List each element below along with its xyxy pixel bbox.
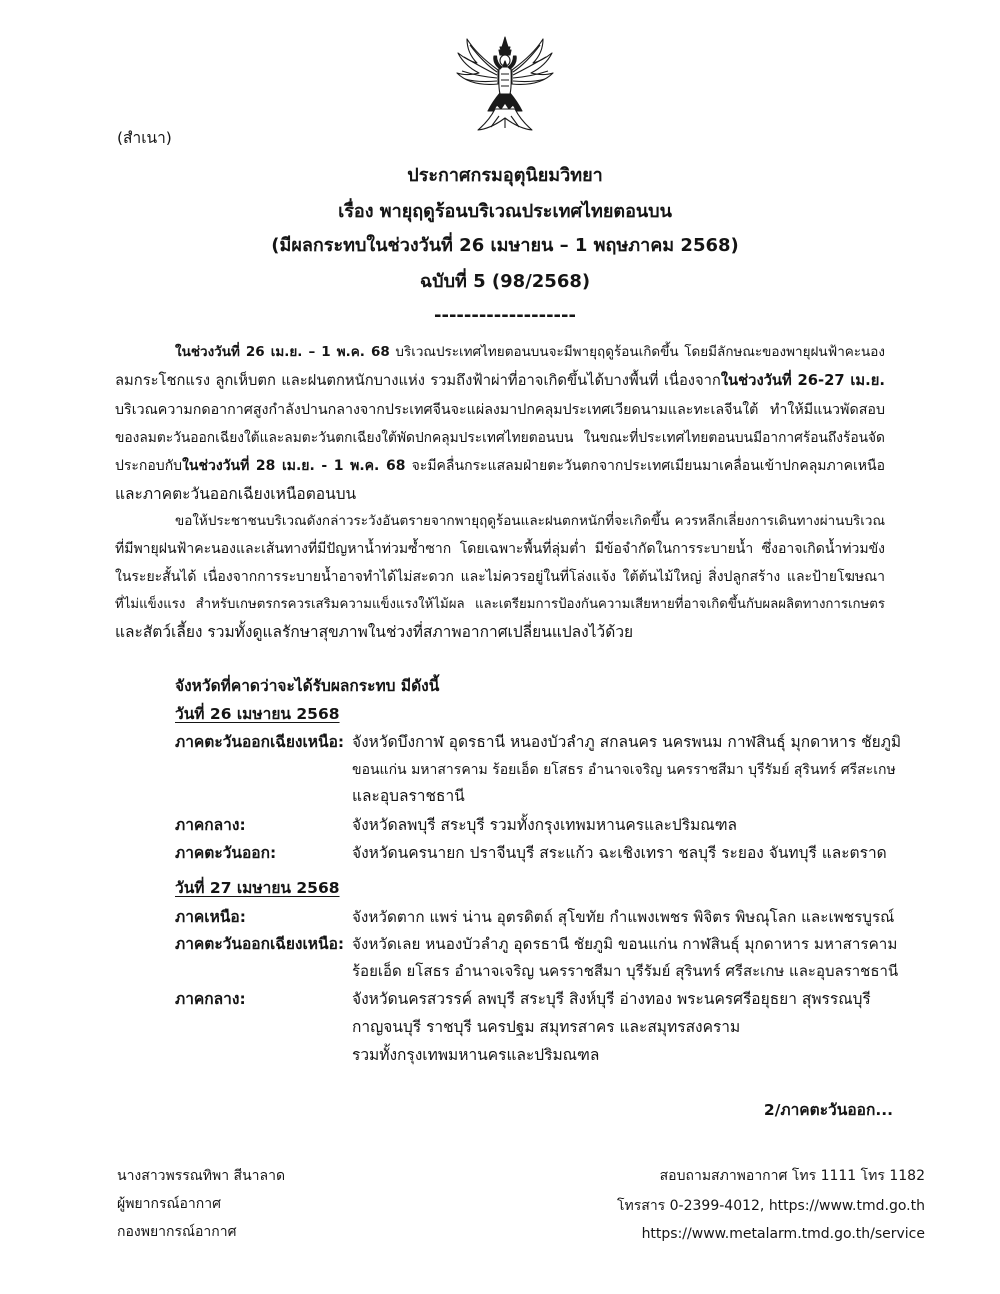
garuda-emblem-icon [455,36,555,132]
paragraph-line [115,481,885,507]
province-list-line: ขอนแก่น มหาสารคาม ร้อยเอ็ด ยโสธร อำนาจเจริญ นครราชสีมา บุรีรัมย์ สุรินทร์ ศรีสะเกษ [352,762,896,778]
date-heading: วันที่ 26 เมษายน 2568 [175,705,340,723]
body-text: และภาคตะวันออกเฉียงเหนือตอนบน [115,485,357,503]
announcement-period: (มีผลกระทบในช่วงวันที่ 26 เมษายน – 1 พฤษภาคม 2568) [271,235,739,256]
announcement-title: ประกาศกรมอุตุนิยมวิทยา [407,165,603,186]
province-list-line: จังหวัดนครสวรรค์ ลพบุรี สระบุรี สิงห์บุรี อ่างทอง พระนครศรีอยุธยา สุพรรณบุรี [352,990,871,1008]
region-label: ภาคตะวันออกเฉียงเหนือ: [175,733,345,751]
province-list-line: จังหวัดตาก แพร่ น่าน อุตรดิตถ์ สุโขทัย กำแพงเพชร พิจิตร พิษณุโลก และเพชรบูรณ์ [352,908,895,926]
body-text: จะมีคลื่นกระแสลมฝ่ายตะวันตกจากประเทศเมียนมาเคลื่อนเข้าปกคลุมภาคเหนือ [405,458,885,474]
body-text: ลมกระโชกแรง ลูกเห็บตก และฝนตกหนักบางแห่ง รวมถึงฟ้าผ่าที่อาจเกิดขึ้นได้บางพื้นที่ เนื่องจาก [115,372,721,389]
forecaster-division: กองพยากรณ์อากาศ [117,1224,237,1240]
province-list-line: รวมทั้งกรุงเทพมหานครและปริมณฑล [352,1046,600,1064]
paragraph-line: ที่ไม่แข็งแรง สำหรับเกษตรกรควรเสริมความแข็งแรงให้ไม้ผล และเตรียมการป้องกันความเสียหายที่อาจเกิดขึ้นกับผลผลิตทางการเกษตร [115,597,885,612]
contact-fax-website: โทรสาร 0-2399-4012, https://www.tmd.go.th [617,1198,925,1214]
region-label: ภาคตะวันออก: [175,844,277,862]
paragraph-line: และสัตว์เลี้ยง รวมทั้งดูแลรักษาสุขภาพในช่วงที่สภาพอากาศเปลี่ยนแปลงไว้ด้วย [115,623,634,641]
bold-text: ในช่วงวันที่ 26-27 เม.ย. [720,372,885,389]
paragraph-line: ขอให้ประชาชนบริเวณดังกล่าวระวังอันตรายจากพายุฤดูร้อนและฝนตกหนักที่จะเกิดขึ้น ควรหลีกเลี่ยงการเดินทางผ่านบริเวณ [175,513,885,529]
region-label: ภาคเหนือ: [175,908,246,926]
copy-mark: (สำเนา) [117,129,172,147]
continuation-marker: 2/ภาคตะวันออก... [763,1101,893,1119]
body-text: ของลมตะวันออกเฉียงใต้และลมตะวันตกเฉียงใต้พัดปกคลุมประเทศไทยตอนบน ในขณะที่ประเทศไทยตอนบนมีอากาศร้อนถึงร้อนจัด [115,430,885,446]
region-label: ภาคกลาง: [175,816,246,834]
region-label: ภาคกลาง: [175,990,246,1008]
paragraph-line [115,425,885,451]
province-list-line: จังหวัดบึงกาฬ อุดรธานี หนองบัวลำภู สกลนคร นครพนม กาฬสินธุ์ มุกดาหาร ชัยภูมิ [352,733,902,751]
paragraph-line: ที่มีพายุฝนฟ้าคะนองและเส้นทางที่มีปัญหาน้ำท่วมซ้ำซาก โดยเฉพาะพื้นที่ลุ่มต่ำ มีข้อจำกัดในการระบายน้ำ ซึ่งอาจเกิดน้ำท่วมขัง [115,541,885,557]
province-list-line: กาญจนบุรี ราชบุรี นครปฐม สมุทรสาคร และสมุทรสงคราม [352,1018,741,1036]
paragraph-line [175,339,885,365]
province-list-line: ร้อยเอ็ด ยโสธร อำนาจเจริญ นครราชสีมา บุรีรัมย์ สุรินทร์ ศรีสะเกษ และอุบลราชธานี [352,962,899,980]
forecaster-position: ผู้พยากรณ์อากาศ [117,1196,221,1212]
announcement-issue: ฉบับที่ 5 (98/2568) [419,271,591,292]
body-text: บริเวณความกดอากาศสูงกำลังปานกลางจากประเทศจีนจะแผ่ลงมาปกคลุมประเทศเวียดนามและทะเลจีนใต้ ทำให้มีแนวพัดสอบ [115,402,885,418]
province-list-line: จังหวัดเลย หนองบัวลำภู อุดรธานี ชัยภูมิ ขอนแก่น กาฬสินธุ์ มุกดาหาร มหาสารคาม [352,935,898,953]
region-label: ภาคตะวันออกเฉียงเหนือ: [175,935,345,953]
paragraph-line [115,368,885,394]
date-heading: วันที่ 27 เมษายน 2568 [175,879,340,897]
bold-text: ในช่วงวันที่ 26 เม.ย. – 1 พ.ค. 68 [175,344,390,360]
province-list-line: และอุบลราชธานี [352,787,465,805]
province-list-line: จังหวัดนครนายก ปราจีนบุรี สระแก้ว ฉะเชิงเทรา ชลบุรี ระยอง จันทบุรี และตราด [352,844,887,862]
paragraph-line [115,453,885,479]
announcement-subject: เรื่อง พายุฤดูร้อนบริเวณประเทศไทยตอนบน [338,201,672,222]
body-text: บริเวณประเทศไทยตอนบนจะมีพายุฤดูร้อนเกิดขึ้น โดยมีลักษณะของพายุฝนฟ้าคะนอง [389,344,885,360]
body-text: ประกอบกับ [115,458,183,474]
affected-heading: จังหวัดที่คาดว่าจะได้รับผลกระทบ มีดังนี้ [175,677,440,695]
title-separator: ------------------- [434,305,576,326]
bold-text: ในช่วงวันที่ 28 เม.ย. - 1 พ.ค. 68 [182,458,406,474]
paragraph-line: ในระยะสั้นได้ เนื่องจากการระบายน้ำอาจทำได้ไม่สะดวก และไม่ควรอยู่ในที่โล่งแจ้ง ใต้ต้นไม้ใหญ่ สิ่งปลูกสร้าง และป้ายโฆษณา [115,569,885,585]
contact-service-url: https://www.metalarm.tmd.go.th/service [641,1226,925,1242]
province-list-line: จังหวัดลพบุรี สระบุรี รวมทั้งกรุงเทพมหานครและปริมณฑล [352,816,738,834]
paragraph-line [115,397,885,423]
forecaster-name: นางสาวพรรณทิพา สีนาลาด [117,1168,286,1184]
contact-phone: สอบถามสภาพอากาศ โทร 1111 โทร 1182 [659,1168,925,1184]
